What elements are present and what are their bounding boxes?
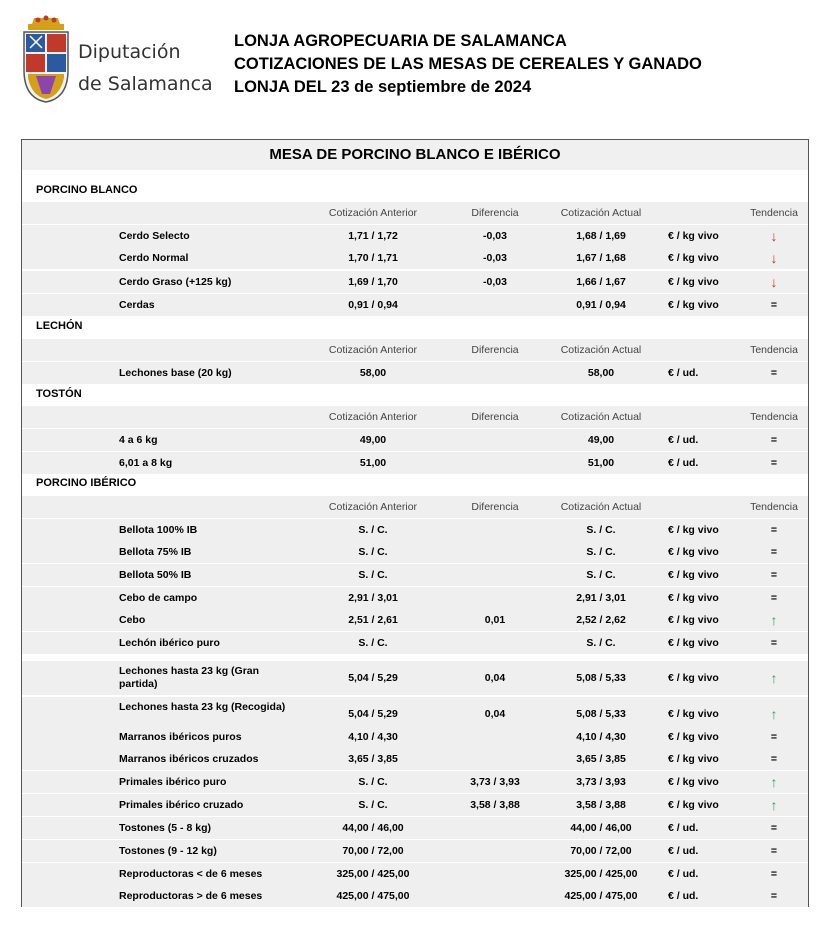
value-unidad: € / kg vivo (668, 708, 719, 720)
arrow-up-icon: ↑ (770, 706, 778, 722)
col-header-anterior: Cotización Anterior (328, 207, 418, 219)
row-name: Bellota 100% IB (119, 524, 198, 536)
value-actual: 0,91 / 0,94 (576, 299, 626, 311)
value-actual: 5,08 / 5,33 (576, 708, 626, 720)
value-anterior: S. / C. (358, 776, 388, 788)
value-unidad: € / ud. (668, 868, 699, 880)
table-row (22, 541, 808, 563)
value-anterior: 2,51 / 2,61 (348, 614, 398, 626)
value-anterior: 44,00 / 46,00 (342, 822, 404, 834)
col-header-diferencia: Diferencia (471, 344, 519, 356)
col-header-actual: Cotización Actual (560, 207, 642, 219)
table-row (22, 587, 808, 609)
section-header (22, 473, 808, 493)
value-diferencia (447, 840, 543, 862)
arrow-up-icon: ↑ (770, 774, 778, 790)
value-anterior: 5,04 / 5,29 (348, 708, 398, 720)
col-header-diferencia: Diferencia (471, 411, 519, 423)
column-headers (22, 202, 808, 224)
trend-equal: = (770, 731, 778, 743)
value-anterior: S. / C. (358, 569, 388, 581)
col-header-actual: Cotización Actual (560, 501, 642, 513)
row-name: 4 a 6 kg (119, 434, 158, 446)
value-diferencia (447, 817, 543, 839)
arrow-down-icon: ↓ (770, 274, 778, 290)
value-unidad: € / ud. (668, 822, 699, 834)
value-diferencia (447, 541, 543, 563)
value-actual: 5,08 / 5,33 (576, 672, 626, 684)
value-actual: 49,00 (587, 434, 615, 446)
logo-line-2: de Salamanca (78, 73, 213, 95)
arrow-up-icon: ↑ (770, 797, 778, 813)
table-row (22, 519, 808, 541)
table-row (22, 362, 808, 384)
trend-equal: = (770, 637, 778, 649)
column-headers (22, 406, 808, 428)
value-diferencia: 3,73 / 3,93 (470, 776, 520, 788)
value-unidad: € / ud. (668, 890, 699, 902)
value-actual: S. / C. (586, 546, 616, 558)
table-title: MESA DE PORCINO BLANCO E IBÉRICO (22, 140, 808, 170)
value-actual: 51,00 (587, 457, 615, 469)
table-row (22, 452, 808, 474)
table-row (22, 771, 808, 793)
value-anterior: 2,91 / 3,01 (348, 592, 398, 604)
value-diferencia: 0,04 (484, 672, 506, 684)
value-actual: S. / C. (586, 637, 616, 649)
col-header-tendencia: Tendencia (750, 207, 798, 219)
col-header-tendencia: Tendencia (750, 501, 798, 513)
table-row (22, 247, 808, 269)
value-anterior: 325,00 / 425,00 (336, 868, 410, 880)
trend-equal: = (770, 569, 778, 581)
value-anterior: 51,00 (359, 457, 387, 469)
value-actual: 425,00 / 475,00 (564, 890, 638, 902)
value-unidad: € / kg vivo (668, 753, 719, 765)
row-name: Lechones hasta 23 kg (Gran partida) (119, 665, 260, 690)
value-actual: 2,52 / 2,62 (576, 614, 626, 626)
table-row (22, 817, 808, 839)
value-diferencia: -0,03 (483, 276, 507, 288)
value-unidad: € / ud. (668, 845, 699, 857)
table-row (22, 794, 808, 816)
row-name: Primales ibérico puro (119, 776, 227, 788)
value-anterior: 0,91 / 0,94 (348, 299, 398, 311)
trend-equal: = (770, 299, 778, 311)
section-title: PORCINO BLANCO (36, 184, 138, 196)
value-actual: 325,00 / 425,00 (564, 868, 638, 880)
value-diferencia (447, 587, 543, 609)
value-actual: 3,65 / 3,85 (576, 753, 626, 765)
table-row (22, 726, 808, 748)
value-actual: S. / C. (586, 569, 616, 581)
value-anterior: 5,04 / 5,29 (348, 672, 398, 684)
row-name: 6,01 a 8 kg (119, 457, 173, 469)
col-header-actual: Cotización Actual (560, 411, 642, 423)
value-diferencia (447, 362, 543, 384)
table-row (22, 840, 808, 862)
col-header-tendencia: Tendencia (750, 411, 798, 423)
row-name: Cebo (119, 614, 146, 626)
row-name: Cerdo Selecto (119, 230, 190, 242)
arrow-down-icon: ↓ (770, 250, 778, 266)
trend-equal: = (770, 367, 778, 379)
value-actual: 3,73 / 3,93 (576, 776, 626, 788)
value-actual: 1,66 / 1,67 (576, 276, 626, 288)
row-name: Lechones base (20 kg) (119, 367, 232, 379)
trend-equal: = (770, 822, 778, 834)
section-header (22, 180, 808, 200)
value-anterior: S. / C. (358, 637, 388, 649)
value-unidad: € / ud. (668, 367, 699, 379)
value-unidad: € / ud. (668, 434, 699, 446)
row-name: Cerdo Graso (+125 kg) (119, 276, 232, 288)
trend-equal: = (770, 457, 778, 469)
trend-equal: = (770, 592, 778, 604)
arrow-up-icon: ↑ (770, 670, 778, 686)
trend-equal: = (770, 434, 778, 446)
value-unidad: € / kg vivo (668, 524, 719, 536)
value-anterior: S. / C. (358, 546, 388, 558)
value-anterior: S. / C. (358, 799, 388, 811)
table-row (22, 863, 808, 885)
diputacion-logo (20, 14, 213, 106)
arrow-down-icon: ↓ (770, 228, 778, 244)
header-line-3: LONJA DEL 23 de septiembre de 2024 (234, 78, 532, 96)
table-row (22, 429, 808, 451)
table-row (22, 271, 808, 293)
value-diferencia: 0,04 (484, 708, 506, 720)
value-unidad: € / kg vivo (668, 614, 719, 626)
value-diferencia (447, 452, 543, 474)
row-name: Cerdas (119, 299, 155, 311)
row-name: Cebo de campo (119, 592, 198, 604)
table-row (22, 564, 808, 586)
table-row (22, 748, 808, 770)
section-title: LECHÓN (36, 320, 83, 332)
trend-equal: = (770, 890, 778, 902)
value-anterior: S. / C. (358, 524, 388, 536)
value-actual: 3,58 / 3,88 (576, 799, 626, 811)
value-diferencia (447, 429, 543, 451)
value-anterior: 425,00 / 475,00 (336, 890, 410, 902)
col-header-tendencia: Tendencia (750, 344, 798, 356)
col-header-actual: Cotización Actual (560, 344, 642, 356)
value-anterior: 1,70 / 1,71 (348, 252, 398, 264)
row-name: Primales ibérico cruzado (119, 799, 244, 811)
row-name: Lechones hasta 23 kg (Recogida) (119, 701, 286, 713)
col-header-anterior: Cotización Anterior (328, 344, 418, 356)
section-title: PORCINO IBÉRICO (36, 477, 137, 489)
value-unidad: € / kg vivo (668, 276, 719, 288)
table-row (22, 632, 808, 654)
value-anterior: 49,00 (359, 434, 387, 446)
value-unidad: € / kg vivo (668, 592, 719, 604)
row-name: Reproductoras < de 6 meses (119, 868, 263, 880)
row-name: Lechón ibérico puro (119, 637, 220, 649)
row-name: Bellota 50% IB (119, 569, 192, 581)
header-line-1: LONJA AGROPECUARIA DE SALAMANCA (234, 32, 567, 50)
value-actual: 44,00 / 46,00 (570, 822, 632, 834)
value-anterior: 1,71 / 1,72 (348, 230, 398, 242)
trend-equal: = (770, 845, 778, 857)
trend-equal: = (770, 524, 778, 536)
table-row (22, 294, 808, 316)
trend-equal: = (770, 868, 778, 880)
col-header-diferencia: Diferencia (471, 501, 519, 513)
value-actual: 58,00 (587, 367, 615, 379)
column-headers (22, 496, 808, 518)
coat-of-arms-icon (20, 14, 72, 106)
row-name: Bellota 75% IB (119, 546, 192, 558)
table-row (22, 885, 808, 907)
value-anterior: 3,65 / 3,85 (348, 753, 398, 765)
value-actual: 2,91 / 3,01 (576, 592, 626, 604)
value-anterior: 70,00 / 72,00 (342, 845, 404, 857)
logo-line-1: Diputación (78, 41, 181, 63)
col-header-anterior: Cotización Anterior (328, 411, 418, 423)
value-unidad: € / kg vivo (668, 776, 719, 788)
value-diferencia: 0,01 (484, 614, 506, 626)
value-unidad: € / kg vivo (668, 299, 719, 311)
trend-equal: = (770, 753, 778, 765)
value-unidad: € / kg vivo (668, 672, 719, 684)
value-diferencia (447, 519, 543, 541)
value-unidad: € / kg vivo (668, 799, 719, 811)
section-title: TOSTÓN (36, 388, 82, 400)
value-diferencia (447, 748, 543, 770)
row-name: Marranos ibéricos cruzados (119, 753, 259, 765)
value-actual: 1,67 / 1,68 (576, 252, 626, 264)
value-diferencia (447, 726, 543, 748)
col-header-diferencia: Diferencia (471, 207, 519, 219)
value-unidad: € / kg vivo (668, 546, 719, 558)
value-unidad: € / kg vivo (668, 252, 719, 264)
value-diferencia (447, 294, 543, 316)
section-header (22, 316, 808, 336)
arrow-up-icon: ↑ (770, 612, 778, 628)
document-header (234, 30, 702, 99)
header-line-2: COTIZACIONES DE LAS MESAS DE CEREALES Y GANADO (234, 55, 702, 73)
column-headers (22, 339, 808, 361)
value-unidad: € / kg vivo (668, 637, 719, 649)
value-anterior: 4,10 / 4,30 (348, 731, 398, 743)
value-diferencia: 3,58 / 3,88 (470, 799, 520, 811)
row-name: Marranos ibéricos puros (119, 731, 242, 743)
value-actual: S. / C. (586, 524, 616, 536)
row-name: Tostones (9 - 12 kg) (119, 845, 217, 857)
value-actual: 70,00 / 72,00 (570, 845, 632, 857)
price-table (21, 139, 809, 907)
value-actual: 1,68 / 1,69 (576, 230, 626, 242)
value-unidad: € / ud. (668, 457, 699, 469)
row-name: Tostones (5 - 8 kg) (119, 822, 211, 834)
value-diferencia: -0,03 (483, 230, 507, 242)
value-unidad: € / kg vivo (668, 230, 719, 242)
value-diferencia (447, 885, 543, 907)
value-unidad: € / kg vivo (668, 569, 719, 581)
value-diferencia (447, 632, 543, 654)
value-unidad: € / kg vivo (668, 731, 719, 743)
value-anterior: 58,00 (359, 367, 387, 379)
section-header (22, 384, 808, 404)
value-diferencia (447, 564, 543, 586)
value-anterior: 1,69 / 1,70 (348, 276, 398, 288)
trend-equal: = (770, 546, 778, 558)
table-row (22, 225, 808, 247)
table-row (22, 609, 808, 631)
row-name: Cerdo Normal (119, 252, 189, 264)
col-header-anterior: Cotización Anterior (328, 501, 418, 513)
value-diferencia: -0,03 (483, 252, 507, 264)
table-row (22, 661, 808, 695)
row-name: Reproductoras > de 6 meses (119, 890, 263, 902)
value-diferencia (447, 863, 543, 885)
value-actual: 4,10 / 4,30 (576, 731, 626, 743)
